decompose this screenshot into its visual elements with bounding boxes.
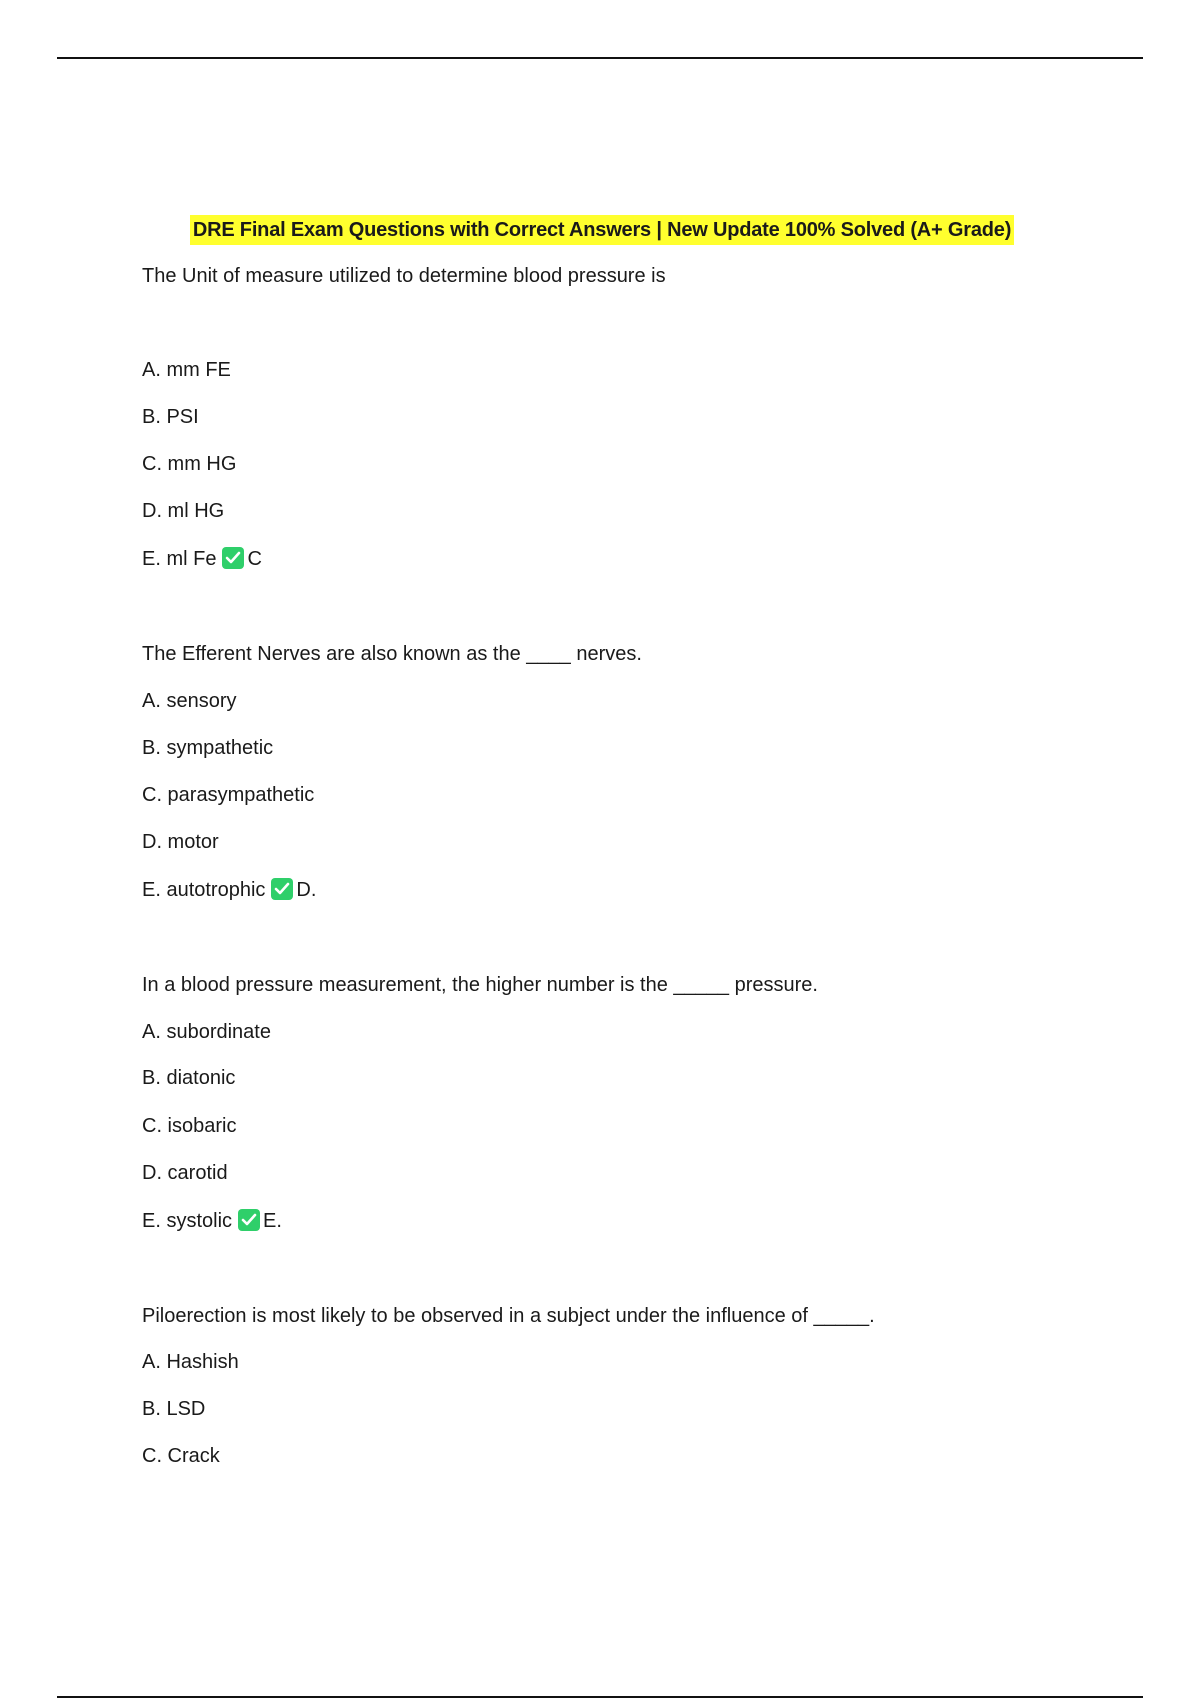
answer-text: E.	[263, 1210, 282, 1232]
option-item: C. mm HG	[142, 453, 237, 475]
option-item-with-answer	[142, 1207, 282, 1235]
document-title: DRE Final Exam Questions with Correct Answers | New Update 100% Solved (A+ Grade)	[190, 215, 1014, 245]
option-item: D. motor	[142, 831, 219, 853]
answer-text: C	[247, 548, 262, 570]
option-item: A. Hashish	[142, 1351, 239, 1373]
question-text: Piloerection is most likely to be observed in a subject under the influence of _____.	[142, 1305, 875, 1327]
answer-text: D.	[296, 879, 317, 901]
option-item: C. Crack	[142, 1445, 220, 1467]
option-item: A. subordinate	[142, 1021, 271, 1043]
option-label: E. systolic	[142, 1210, 233, 1232]
check-mark-icon	[222, 547, 244, 569]
option-item-with-answer	[142, 545, 262, 573]
option-item: D. ml HG	[142, 500, 225, 522]
option-item: B. sympathetic	[142, 737, 274, 759]
option-item: D. carotid	[142, 1162, 228, 1184]
option-item: B. LSD	[142, 1398, 206, 1420]
option-item-with-answer	[142, 876, 316, 904]
option-label: E. autotrophic	[142, 879, 266, 901]
option-item: B. PSI	[142, 406, 199, 428]
top-rule	[57, 57, 1143, 59]
check-mark-icon	[238, 1209, 260, 1231]
option-item: C. parasympathetic	[142, 784, 315, 806]
question-text: The Unit of measure utilized to determine blood pressure is	[142, 265, 666, 287]
option-item: A. sensory	[142, 690, 237, 712]
question-text: The Efferent Nerves are also known as the ____ nerves.	[142, 643, 642, 665]
option-item: A. mm FE	[142, 359, 231, 381]
question-text: In a blood pressure measurement, the higher number is the _____ pressure.	[142, 974, 818, 996]
title-block	[142, 215, 1062, 245]
option-item: B. diatonic	[142, 1067, 236, 1089]
option-label: E. ml Fe	[142, 548, 217, 570]
option-item: C. isobaric	[142, 1115, 237, 1137]
check-mark-icon	[271, 878, 293, 900]
bottom-rule	[57, 1696, 1143, 1698]
